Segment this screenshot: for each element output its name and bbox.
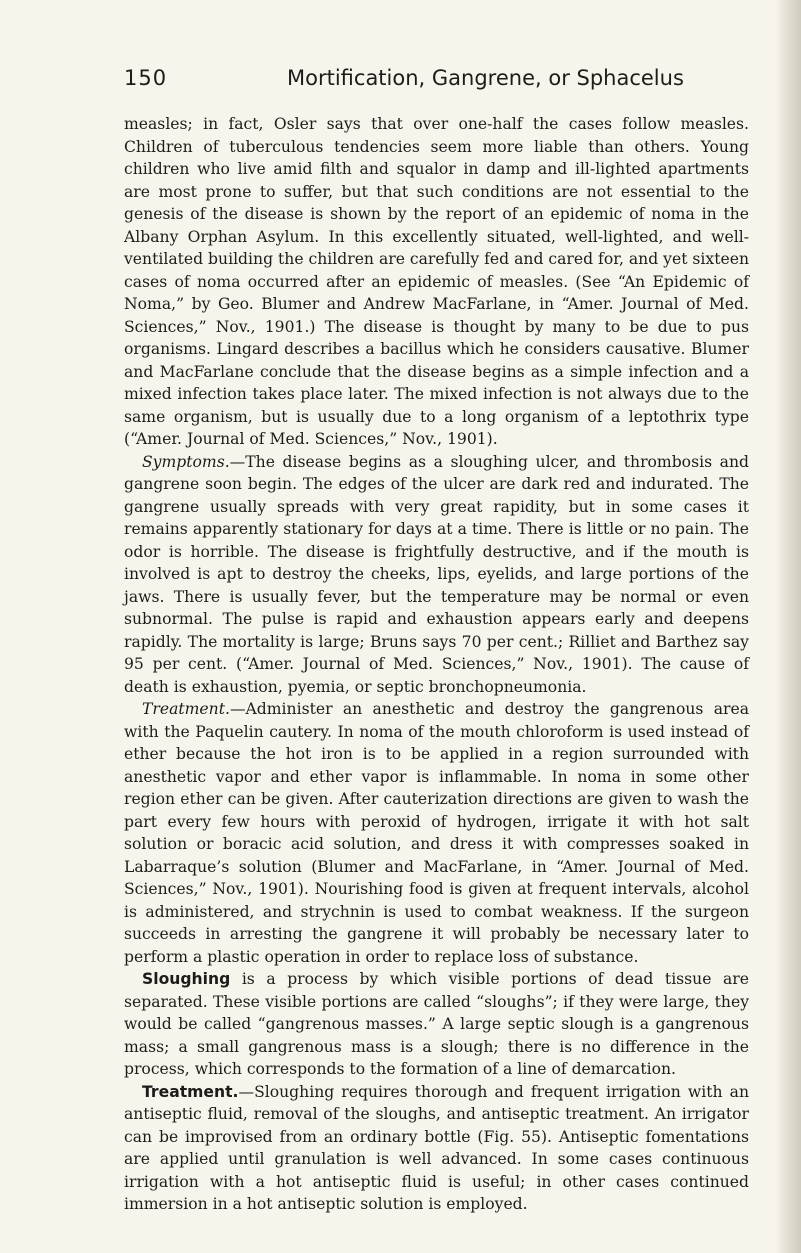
running-head: Mortification, Gangrene, or Sphacelus (287, 66, 684, 90)
treatment-heading: Treatment. (142, 700, 230, 718)
paragraph-treatment (124, 698, 749, 968)
sloughing-heading: Sloughing (142, 970, 231, 988)
sloughing-treatment-heading: Treatment. (142, 1082, 239, 1101)
paragraph-sloughing-treatment (124, 1081, 749, 1216)
paragraph-symptoms (124, 451, 749, 699)
paragraph-sloughing-treatment-text: —Sloughing requires thorough and frequent irrigation with an antiseptic fluid, removal of the sloughs, and antiseptic treatment. An irrigator can be improvised from an ordinary bottle (Fig. 55). Antiseptic fomentations are applied until granulation is well advanced. In some cases continuous irrigation with a hot antiseptic fluid is useful; in other cases continued immersion in a hot antiseptic solution is employed. (124, 1082, 749, 1213)
symptoms-heading: Symptoms. (142, 452, 230, 471)
paragraph-treatment-text: —Administer an anesthetic and destroy the gangrenous area with the Paquelin cautery. In noma of the mouth chloroform is used instead of ether because the hot iron is to be applied in a region surrounded with anesthetic vapor and ether vapor is inflammable. In noma in some other region ether can be given. After cauterization directions are given to wash the part every few hours with peroxid of hydrogen, irrigate it with hot salt solution or boracic acid solution, and dress it with compresses soaked in Labarraque’s solution (Blumer and MacFarlane, in “Amer. Journal of Med. Sciences,” Nov., 1901). Nourishing food is given at frequent intervals, alcohol is administered, and strychnin is used to combat weakness. If the surgeon succeeds in arresting the gangrene it will probably be necessary later to perform a plastic operation in order to replace loss of substance. (124, 700, 749, 966)
body-text (124, 113, 749, 1216)
paragraph-causes (124, 113, 749, 451)
paragraph-sloughing (124, 968, 749, 1081)
paragraph-sloughing-text: is a process by which visible portions of dead tissue are separated. These visible portions are called “sloughs”; if they were large, they would be called “gangrenous masses.” A large septic slough is a gangrenous mass; a small gangrenous mass is a slough; there is no difference in the process, which corresponds to the formation of a line of demarcation. (124, 970, 749, 1078)
paragraph-causes-text: measles; in fact, Osler says that over one-half the cases follow measles. Children of tuberculous tendencies seem more liable than others. Young children who live amid filth and squalor in damp and ill-lighted apartments are most prone to suffer, but that such conditions are not essential to the genesis of the disease is shown by the report of an epidemic of noma in the Albany Orphan Asylum. In this excellently situated, well-lighted, and well-ventilated building the children are carefully fed and cared for, and yet sixteen cases of noma occurred after an epidemic of measles. (See “An Epidemic of Noma,” by Geo. Blumer and Andrew MacFarlane, in “Amer. Journal of Med. Sciences,” Nov., 1901.) The disease is thought by many to be due to pus organisms. Lingard describes a bacillus which he considers causative. Blumer and MacFarlane conclude that the disease begins as a simple infection and a mixed infection takes place later. The mixed infection is not always due to the same organism, but is usually due to a long organism of a leptothrix type (“Amer. Journal of Med. Sciences,” Nov., 1901). (124, 115, 749, 448)
page-header (124, 66, 724, 96)
paragraph-symptoms-text: —The disease begins as a sloughing ulcer, and thrombosis and gangrene soon begin. The edges of the ulcer are dark red and indurated. The gangrene usually spreads with very great rapidity, but in some cases it remains apparently stationary for days at a time. There is little or no pain. The odor is horrible. The disease is frightfully destructive, and if the mouth is involved is apt to destroy the cheeks, lips, eyelids, and large portions of the jaws. There is usually fever, but the temperature may be normal or even subnormal. The pulse is rapid and exhaustion appears early and deepens rapidly. The mortality is large; Bruns says 70 per cent.; Rilliet and Barthez say 95 per cent. (“Amer. Journal of Med. Sciences,” Nov., 1901). The cause of death is exhaustion, pyemia, or septic bronchopneumonia. (124, 452, 749, 696)
page-number: 150 (124, 66, 168, 90)
page-edge-shadow (775, 0, 801, 1253)
